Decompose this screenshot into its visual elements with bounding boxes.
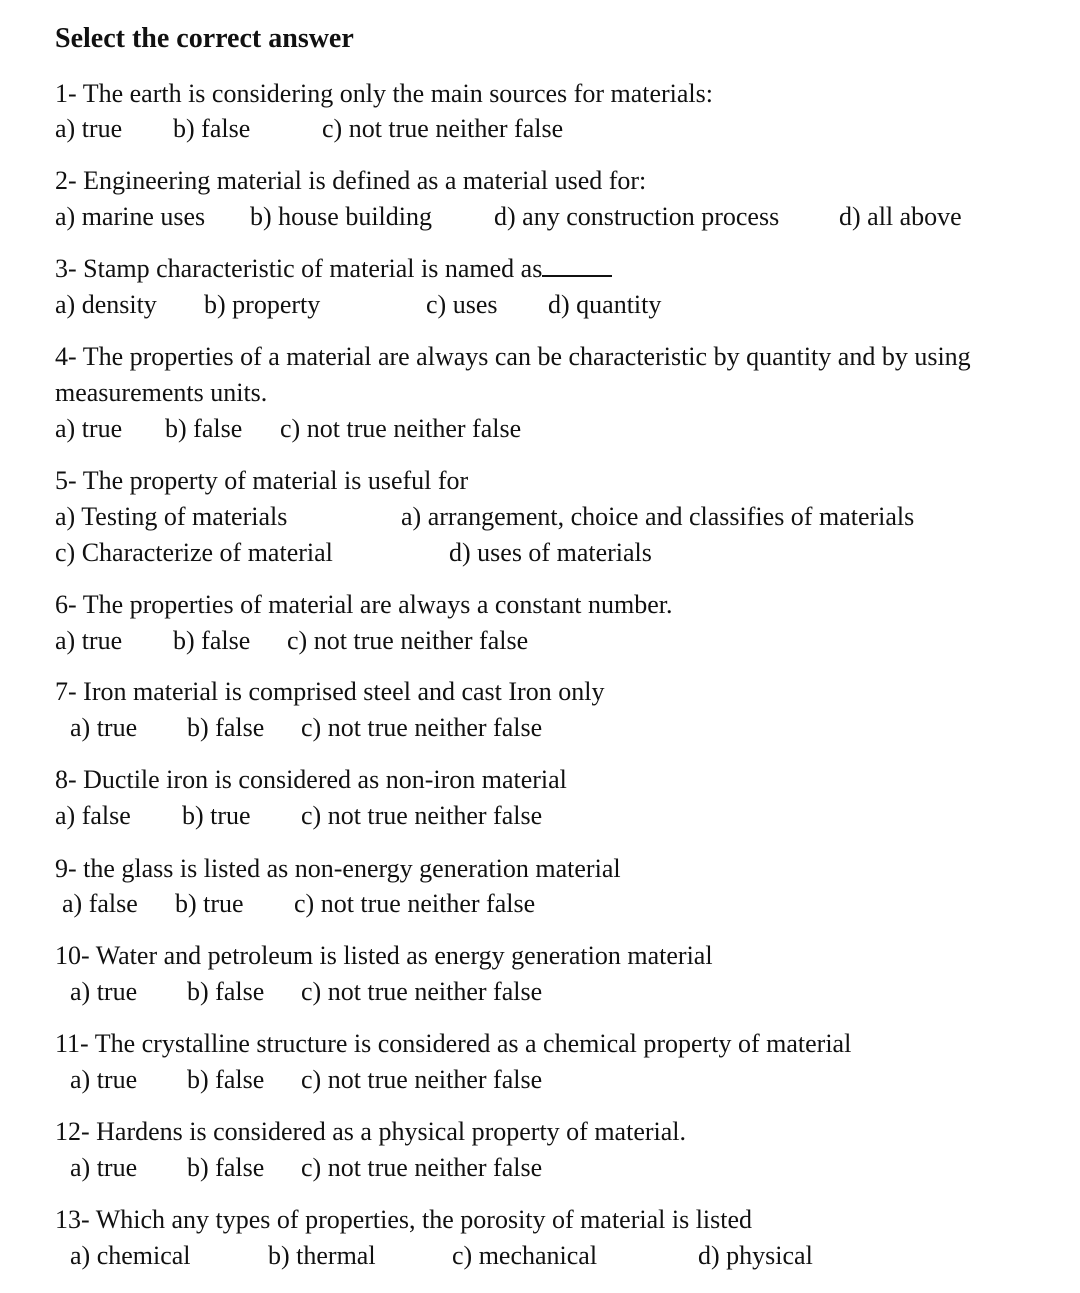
question-4-option-c[interactable]: c) not true neither false <box>280 414 522 443</box>
question-11-option-c[interactable]: c) not true neither false <box>301 1065 543 1094</box>
question-1-option-a[interactable]: a) true <box>55 114 123 143</box>
question-10-option-a[interactable]: a) true <box>70 977 138 1006</box>
question-9-option-a[interactable]: a) false <box>62 889 138 918</box>
question-7-option-c[interactable]: c) not true neither false <box>301 713 543 742</box>
question-5-option-b[interactable]: a) arrangement, choice and classifies of materials <box>401 502 915 531</box>
question-3-option-a[interactable]: a) density <box>55 290 157 319</box>
question-10-text: 10- Water and petroleum is listed as energy generation material <box>55 941 713 970</box>
question-8-option-c[interactable]: c) not true neither false <box>301 801 543 830</box>
question-2-option-a[interactable]: a) marine uses <box>55 202 206 231</box>
question-11-option-a[interactable]: a) true <box>70 1065 138 1094</box>
question-12-text: 12- Hardens is considered as a physical property of material. <box>55 1117 687 1146</box>
question-6-option-c[interactable]: c) not true neither false <box>287 626 529 655</box>
question-13-text: 13- Which any types of properties, the porosity of material is listed <box>55 1205 753 1234</box>
question-7-option-b[interactable]: b) false <box>187 713 265 742</box>
question-9-option-b[interactable]: b) true <box>175 889 244 918</box>
question-7-option-a[interactable]: a) true <box>70 713 138 742</box>
question-6-option-b[interactable]: b) false <box>173 626 251 655</box>
question-8-option-a[interactable]: a) false <box>55 801 131 830</box>
question-12-option-c[interactable]: c) not true neither false <box>301 1153 543 1182</box>
question-10-option-c[interactable]: c) not true neither false <box>301 977 543 1006</box>
question-3-option-b[interactable]: b) property <box>204 290 321 319</box>
question-13-option-a[interactable]: a) chemical <box>70 1241 191 1270</box>
question-3-line <box>55 252 612 286</box>
question-12-option-a[interactable]: a) true <box>70 1153 138 1182</box>
question-9-text: 9- the glass is listed as non-energy generation material <box>55 854 621 883</box>
question-5-option-c[interactable]: c) Characterize of material <box>55 538 333 567</box>
question-4-option-a[interactable]: a) true <box>55 414 123 443</box>
answer-blank <box>542 253 612 277</box>
question-4-option-b[interactable]: b) false <box>165 414 243 443</box>
question-3-option-c[interactable]: c) uses <box>426 290 498 319</box>
question-6-text: 6- The properties of material are always a constant number. <box>55 590 673 619</box>
question-13-option-c[interactable]: c) mechanical <box>452 1241 598 1270</box>
question-7-text: 7- Iron material is comprised steel and cast Iron only <box>55 677 605 706</box>
question-1-option-c[interactable]: c) not true neither false <box>322 114 564 143</box>
question-2-option-d[interactable]: d) all above <box>839 202 962 231</box>
question-5-text: 5- The property of material is useful for <box>55 466 469 495</box>
question-2-option-b[interactable]: b) house building <box>250 202 432 231</box>
question-3-option-d[interactable]: d) quantity <box>548 290 662 319</box>
question-12-option-b[interactable]: b) false <box>187 1153 265 1182</box>
question-1-text: 1- The earth is considering only the main sources for materials: <box>55 79 713 108</box>
question-9-option-c[interactable]: c) not true neither false <box>294 889 536 918</box>
question-13-option-d[interactable]: d) physical <box>698 1241 813 1270</box>
question-1-option-b[interactable]: b) false <box>173 114 251 143</box>
question-5-option-d[interactable]: d) uses of materials <box>449 538 652 567</box>
question-10-option-b[interactable]: b) false <box>187 977 265 1006</box>
question-5-option-a[interactable]: a) Testing of materials <box>55 502 288 531</box>
question-8-option-b[interactable]: b) true <box>182 801 251 830</box>
worksheet-title: Select the correct answer <box>55 23 354 54</box>
question-4-text-continued: measurements units. <box>55 378 268 407</box>
question-8-text: 8- Ductile iron is considered as non-iron material <box>55 765 567 794</box>
question-11-option-b[interactable]: b) false <box>187 1065 265 1094</box>
question-2-text: 2- Engineering material is defined as a material used for: <box>55 166 647 195</box>
question-3-text: 3- Stamp characteristic of material is named as <box>55 254 543 283</box>
question-11-text: 11- The crystalline structure is considered as a chemical property of material <box>55 1029 852 1058</box>
question-2-option-c[interactable]: d) any construction process <box>494 202 780 231</box>
question-4-text: 4- The properties of a material are always can be characteristic by quantity and by using <box>55 342 971 371</box>
question-6-option-a[interactable]: a) true <box>55 626 123 655</box>
question-13-option-b[interactable]: b) thermal <box>268 1241 376 1270</box>
